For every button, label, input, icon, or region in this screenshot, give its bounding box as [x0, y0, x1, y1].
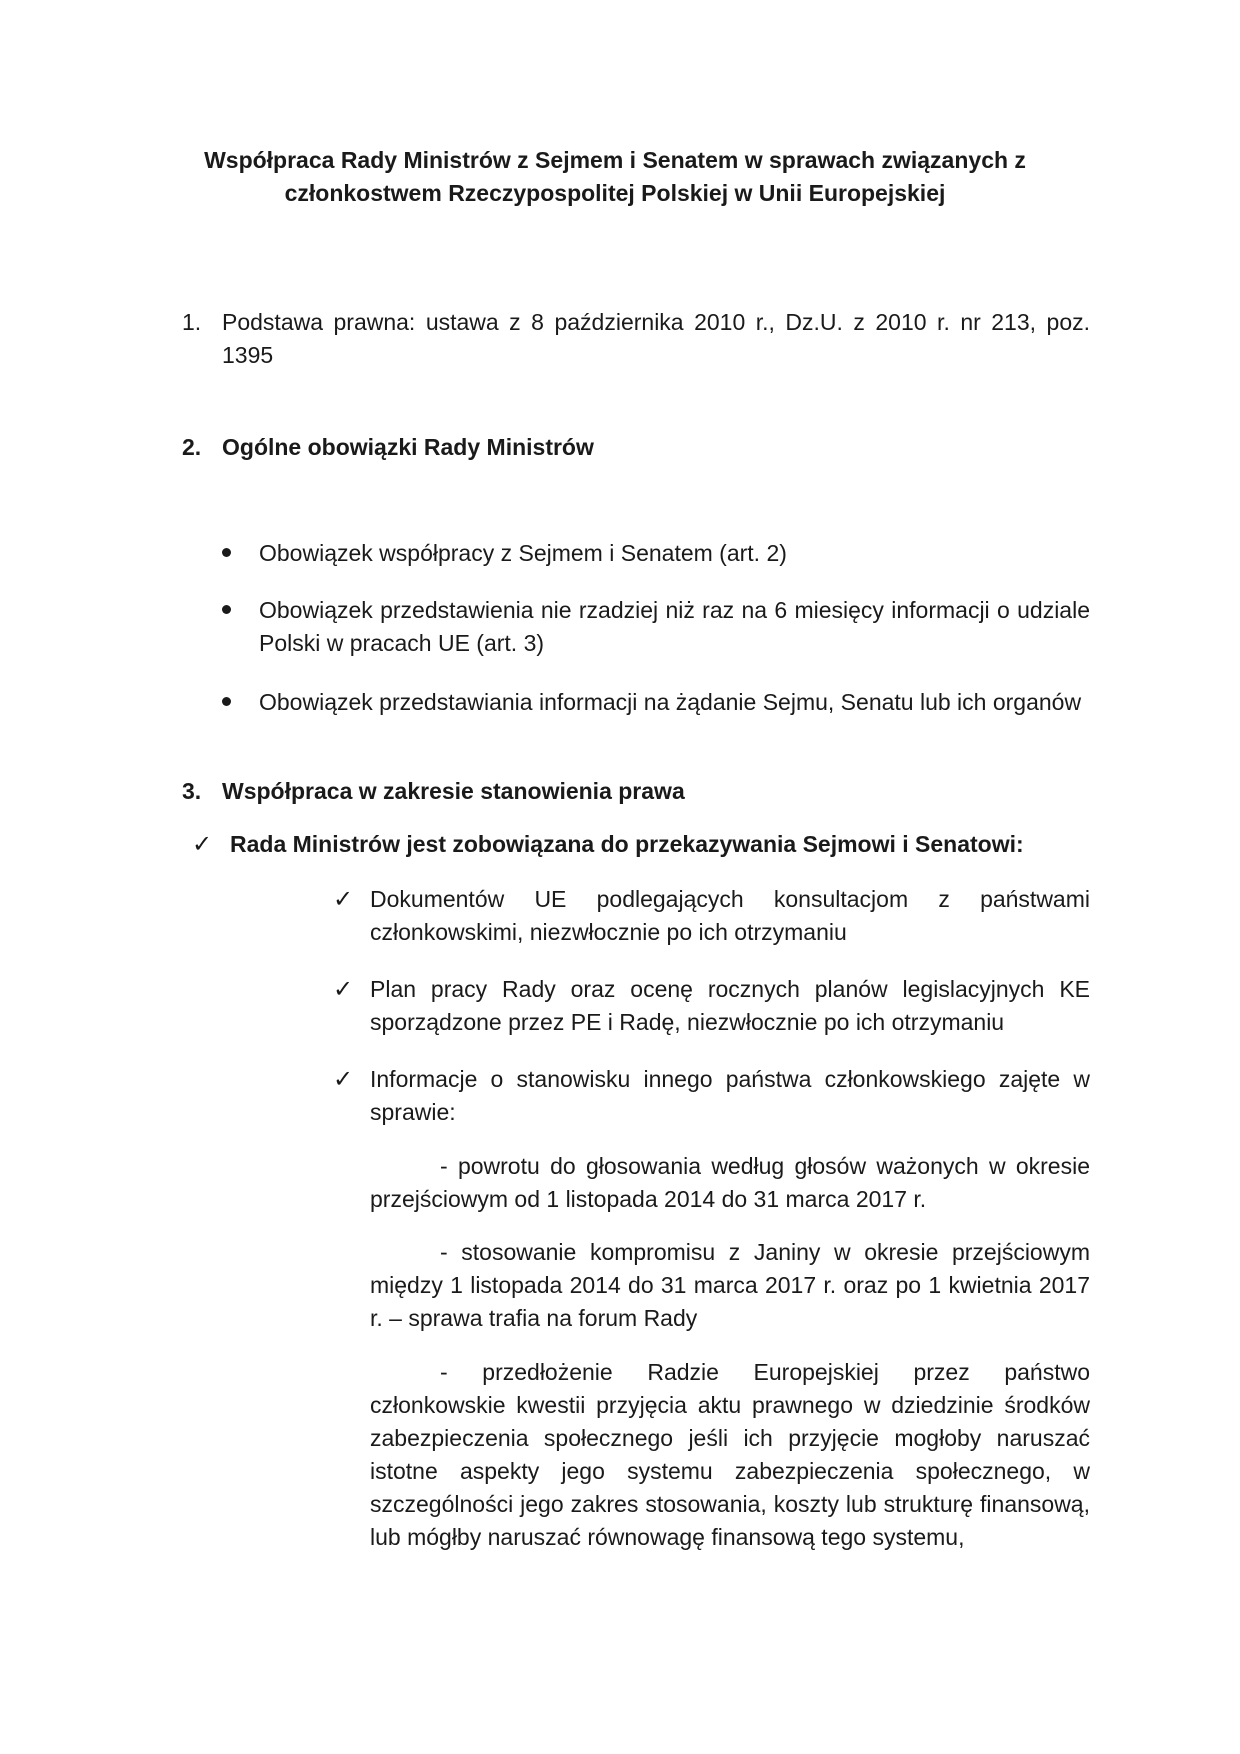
document-title — [160, 144, 1070, 210]
section-2-heading: Ogólne obowiązki Rady Ministrów — [222, 434, 594, 460]
bullet-icon — [222, 605, 231, 614]
dash-item-3: - przedłożenie Radzie Europejskiej przez państwo członkowskie kwestii przyjęcia aktu prawnego w dziedzinie środków zabezpieczenia społecznego jeśli ich przyjęcie mogłoby naruszać istotne aspekty jego systemu zabezpieczenia społecznego, w szczególności jego zakres stosowania, koszty lub strukturę finansową, lub mógłby naruszać równowagę finansową tego systemu, — [370, 1359, 1090, 1550]
section-3-main-point: Rada Ministrów jest zobowiązana do przekazywania Sejmowi i Senatowi: — [230, 831, 1024, 857]
bullet-icon — [222, 697, 231, 706]
section-2-bullet-2: Obowiązek przedstawienia nie rzadziej niż raz na 6 miesięcy informacji o udziale Polski w pracach UE (art. 3) — [259, 597, 1090, 656]
checkmark-icon: ✓ — [333, 975, 354, 1003]
section-2-number: 2. — [182, 434, 202, 460]
section-3-heading: Współpraca w zakresie stanowienia prawa — [222, 778, 685, 804]
section-3-sub-point-3: Informacje o stanowisku innego państwa członkowskiego zajęte w sprawie: — [370, 1066, 1090, 1125]
section-2-bullet-1: Obowiązek współpracy z Sejmem i Senatem (art. 2) — [259, 540, 787, 566]
title-line-1: Współpraca Rady Ministrów z Sejmem i Senatem w sprawach związanych z — [204, 147, 1026, 173]
section-3-sub-point-2: Plan pracy Rady oraz ocenę rocznych planów legislacyjnych KE sporządzone przez PE i Radę, niezwłocznie po ich otrzymaniu — [370, 976, 1090, 1035]
section-1-number: 1. — [182, 309, 202, 335]
section-3-number: 3. — [182, 778, 202, 804]
checkmark-icon: ✓ — [333, 885, 354, 913]
section-3-sub-point-1: Dokumentów UE podlegających konsultacjom z państwami członkowskimi, niezwłocznie po ich otrzymaniu — [370, 886, 1090, 945]
section-1-text: Podstawa prawna: ustawa z 8 października 2010 r., Dz.U. z 2010 r. nr 213, poz. 1395 — [222, 309, 1090, 368]
checkmark-icon: ✓ — [333, 1065, 354, 1093]
dash-item-1: - powrotu do głosowania według głosów ważonych w okresie przejściowym od 1 listopada 2014 do 31 marca 2017 r. — [370, 1153, 1090, 1212]
title-line-2: członkostwem Rzeczypospolitej Polskiej w Unii Europejskiej — [284, 180, 946, 206]
section-2-bullet-3: Obowiązek przedstawiania informacji na żądanie Sejmu, Senatu lub ich organów — [259, 689, 1082, 715]
bullet-icon — [222, 548, 231, 557]
dash-item-2: - stosowanie kompromisu z Janiny w okresie przejściowym między 1 listopada 2014 do 31 marca 2017 r. oraz po 1 kwietnia 2017 r. – sprawa trafia na forum Rady — [370, 1239, 1090, 1331]
checkmark-icon: ✓ — [192, 830, 213, 858]
